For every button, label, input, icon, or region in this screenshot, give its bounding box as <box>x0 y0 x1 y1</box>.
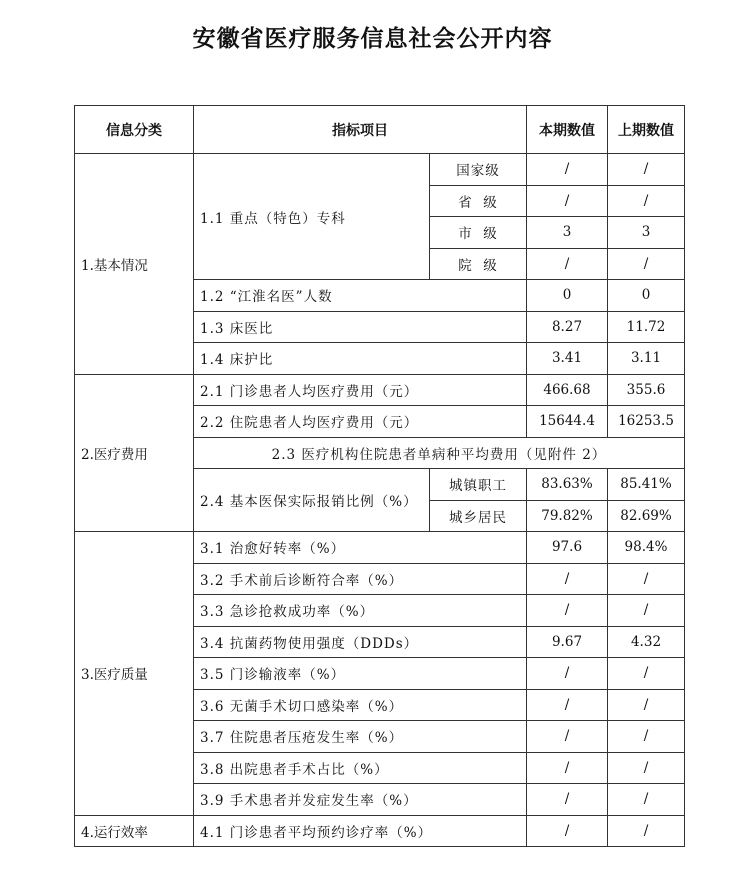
indicator-label: 2.1 门诊患者人均医疗费用（元） <box>194 374 527 406</box>
indicator-label: 1.3 床医比 <box>194 311 527 343</box>
indicator-label: 4.1 门诊患者平均预约诊疗率（%） <box>194 815 527 847</box>
indicator-label: 2.2 住院患者人均医疗费用（元） <box>194 406 527 438</box>
current-value: 8.27 <box>527 311 608 343</box>
previous-value: / <box>608 185 685 217</box>
previous-value: / <box>608 784 685 816</box>
current-value: 3 <box>527 217 608 249</box>
sublevel-label: 省 级 <box>430 185 527 217</box>
table-row <box>75 154 685 186</box>
sublevel-label: 城镇职工 <box>430 469 527 501</box>
current-value: 9.67 <box>527 626 608 658</box>
previous-value: / <box>608 752 685 784</box>
current-value: 0 <box>527 280 608 312</box>
indicator-label: 2.4 基本医保实际报销比例（%） <box>194 469 430 532</box>
previous-value: 98.4% <box>608 532 685 564</box>
table-row <box>75 374 685 406</box>
indicator-label: 1.4 床护比 <box>194 343 527 375</box>
current-value: 15644.4 <box>527 406 608 438</box>
indicator-label: 3.9 手术患者并发症发生率（%） <box>194 784 527 816</box>
previous-value: / <box>608 154 685 186</box>
indicator-label: 3.8 出院患者手术占比（%） <box>194 752 527 784</box>
previous-value: / <box>608 689 685 721</box>
category-efficiency: 4.运行效率 <box>75 815 194 847</box>
previous-value: / <box>608 721 685 753</box>
previous-value: / <box>608 563 685 595</box>
previous-value: / <box>608 815 685 847</box>
current-value: / <box>527 752 608 784</box>
header-row <box>75 106 685 154</box>
previous-value: 3.11 <box>608 343 685 375</box>
header-previous: 上期数值 <box>608 106 685 154</box>
current-value: 3.41 <box>527 343 608 375</box>
current-value: / <box>527 815 608 847</box>
current-value: / <box>527 563 608 595</box>
indicator-label: 3.3 急诊抢救成功率（%） <box>194 595 527 627</box>
sublevel-label: 城乡居民 <box>430 500 527 532</box>
previous-value: / <box>608 658 685 690</box>
disclosure-table <box>74 105 685 847</box>
current-value: / <box>527 689 608 721</box>
table-row <box>75 532 685 564</box>
current-value: / <box>527 154 608 186</box>
header-indicator: 指标项目 <box>194 106 527 154</box>
page-title: 安徽省医疗服务信息社会公开内容 <box>192 26 553 52</box>
header-current: 本期数值 <box>527 106 608 154</box>
indicator-label: 1.1 重点（特色）专科 <box>194 154 430 280</box>
previous-value: 11.72 <box>608 311 685 343</box>
header-category: 信息分类 <box>75 106 194 154</box>
indicator-label: 3.1 治愈好转率（%） <box>194 532 527 564</box>
current-value: 83.63% <box>527 469 608 501</box>
current-value: / <box>527 784 608 816</box>
previous-value: / <box>608 248 685 280</box>
sublevel-label: 国家级 <box>430 154 527 186</box>
indicator-label: 3.5 门诊输液率（%） <box>194 658 527 690</box>
previous-value: 4.32 <box>608 626 685 658</box>
indicator-label: 3.4 抗菌药物使用强度（DDDs） <box>194 626 527 658</box>
previous-value: / <box>608 595 685 627</box>
previous-value: 16253.5 <box>608 406 685 438</box>
category-quality: 3.医疗质量 <box>75 532 194 816</box>
sublevel-label: 院 级 <box>430 248 527 280</box>
current-value: / <box>527 658 608 690</box>
indicator-label: 2.3 医疗机构住院患者单病种平均费用（见附件 2） <box>194 437 685 469</box>
current-value: / <box>527 185 608 217</box>
indicator-label: 3.7 住院患者压疮发生率（%） <box>194 721 527 753</box>
table-row <box>75 815 685 847</box>
current-value: 97.6 <box>527 532 608 564</box>
current-value: 466.68 <box>527 374 608 406</box>
indicator-label: 3.6 无菌手术切口感染率（%） <box>194 689 527 721</box>
current-value: / <box>527 721 608 753</box>
category-cost: 2.医疗费用 <box>75 374 194 532</box>
sublevel-label: 市 级 <box>430 217 527 249</box>
category-basic: 1.基本情况 <box>75 154 194 375</box>
indicator-label: 3.2 手术前后诊断符合率（%） <box>194 563 527 595</box>
indicator-label: 1.2 “江淮名医”人数 <box>194 280 527 312</box>
previous-value: 3 <box>608 217 685 249</box>
current-value: / <box>527 248 608 280</box>
previous-value: 355.6 <box>608 374 685 406</box>
previous-value: 82.69% <box>608 500 685 532</box>
previous-value: 0 <box>608 280 685 312</box>
previous-value: 85.41% <box>608 469 685 501</box>
current-value: / <box>527 595 608 627</box>
current-value: 79.82% <box>527 500 608 532</box>
